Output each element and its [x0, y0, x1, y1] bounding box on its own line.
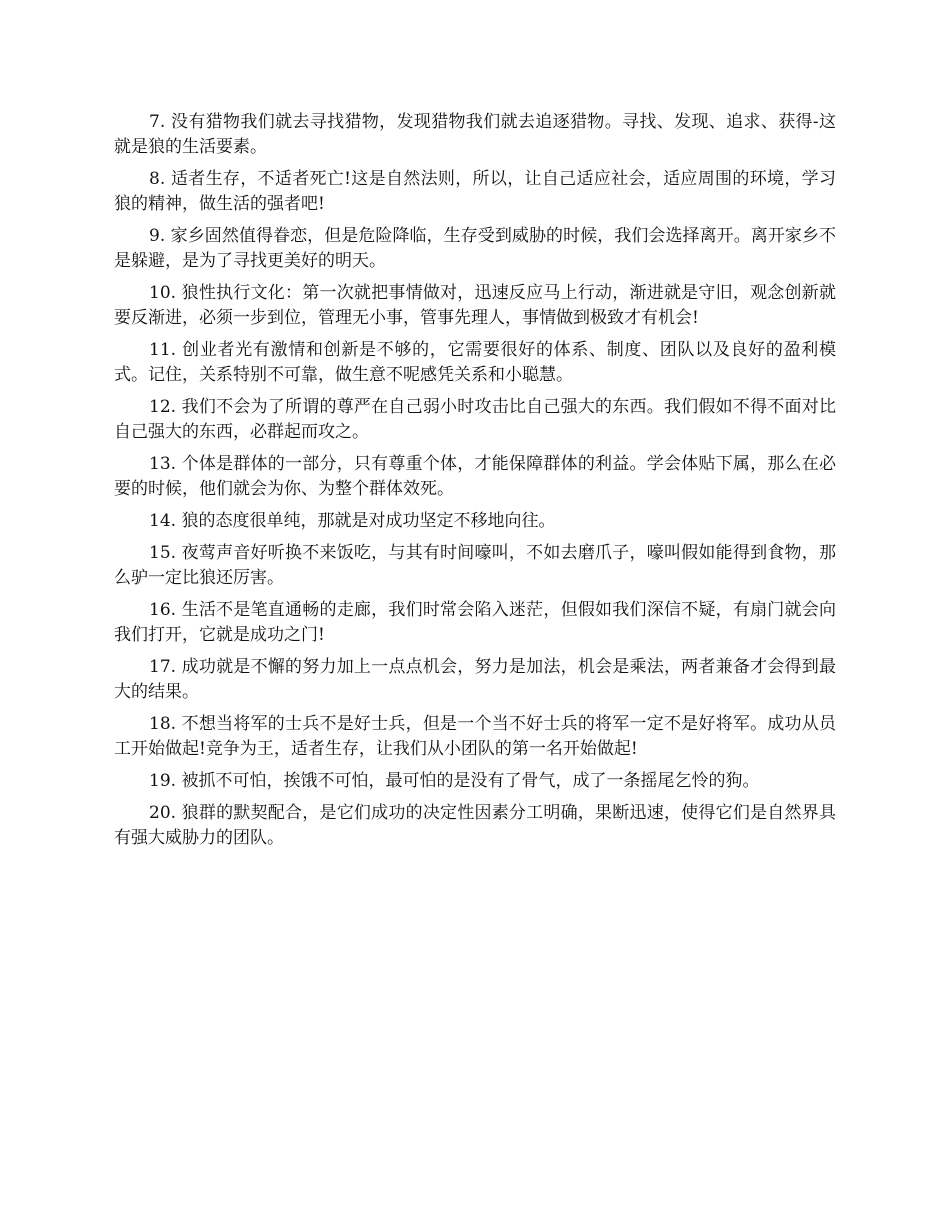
paragraph-15: 15. 夜莺声音好听换不来饭吃，与其有时间嚎叫，不如去磨爪子，嚎叫假如能得到食物，那么驴一定比狼还厉害。 — [114, 543, 836, 588]
paragraph-18: 18. 不想当将军的士兵不是好士兵，但是一个当不好士兵的将军一定不是好将军。成功从员工开始做起!竞争为王，适者生存，让我们从小团队的第一名开始做起! — [114, 714, 836, 759]
paragraph-13: 13. 个体是群体的一部分，只有尊重个体，才能保障群体的利益。学会体贴下属，那么在必要的时候，他们就会为你、为整个群体效死。 — [114, 454, 836, 499]
paragraph-14: 14. 狼的态度很单纯，那就是对成功坚定不移地向往。 — [149, 511, 556, 531]
document-body — [114, 110, 836, 858]
paragraph-12: 12. 我们不会为了所谓的尊严在自己弱小时攻击比自己强大的东西。我们假如不得不面对比自己强大的东西，必群起而攻之。 — [114, 397, 836, 442]
paragraph-16: 16. 生活不是笔直通畅的走廊，我们时常会陷入迷茫，但假如我们深信不疑，有扇门就会向我们打开，它就是成功之门! — [114, 600, 836, 645]
paragraph-17: 17. 成功就是不懈的努力加上一点点机会，努力是加法，机会是乘法，两者兼备才会得到最大的结果。 — [114, 657, 836, 702]
paragraph-7: 7. 没有猎物我们就去寻找猎物，发现猎物我们就去追逐猎物。寻找、发现、追求、获得-这就是狼的生活要素。 — [114, 112, 836, 157]
paragraph-20: 20. 狼群的默契配合，是它们成功的决定性因素分工明确，果断迅速，使得它们是自然界具有强大威胁力的团队。 — [114, 803, 836, 848]
paragraph-11: 11. 创业者光有激情和创新是不够的，它需要很好的体系、制度、团队以及良好的盈利模式。记住，关系特别不可靠，做生意不呢感凭关系和小聪慧。 — [114, 340, 836, 385]
paragraph-10: 10. 狼性执行文化：第一次就把事情做对，迅速反应马上行动，渐进就是守旧，观念创新就要反渐进，必须一步到位，管理无小事，管事先理人，事情做到极致才有机会! — [114, 283, 836, 328]
paragraph-8: 8. 适者生存，不适者死亡!这是自然法则，所以，让自己适应社会，适应周围的环境，学习狼的精神，做生活的强者吧! — [114, 169, 836, 214]
paragraph-9: 9. 家乡固然值得眷恋，但是危险降临，生存受到威胁的时候，我们会选择离开。离开家乡不是躲避，是为了寻找更美好的明天。 — [114, 226, 836, 271]
paragraph-19: 19. 被抓不可怕，挨饿不可怕，最可怕的是没有了骨气，成了一条摇尾乞怜的狗。 — [149, 771, 760, 791]
